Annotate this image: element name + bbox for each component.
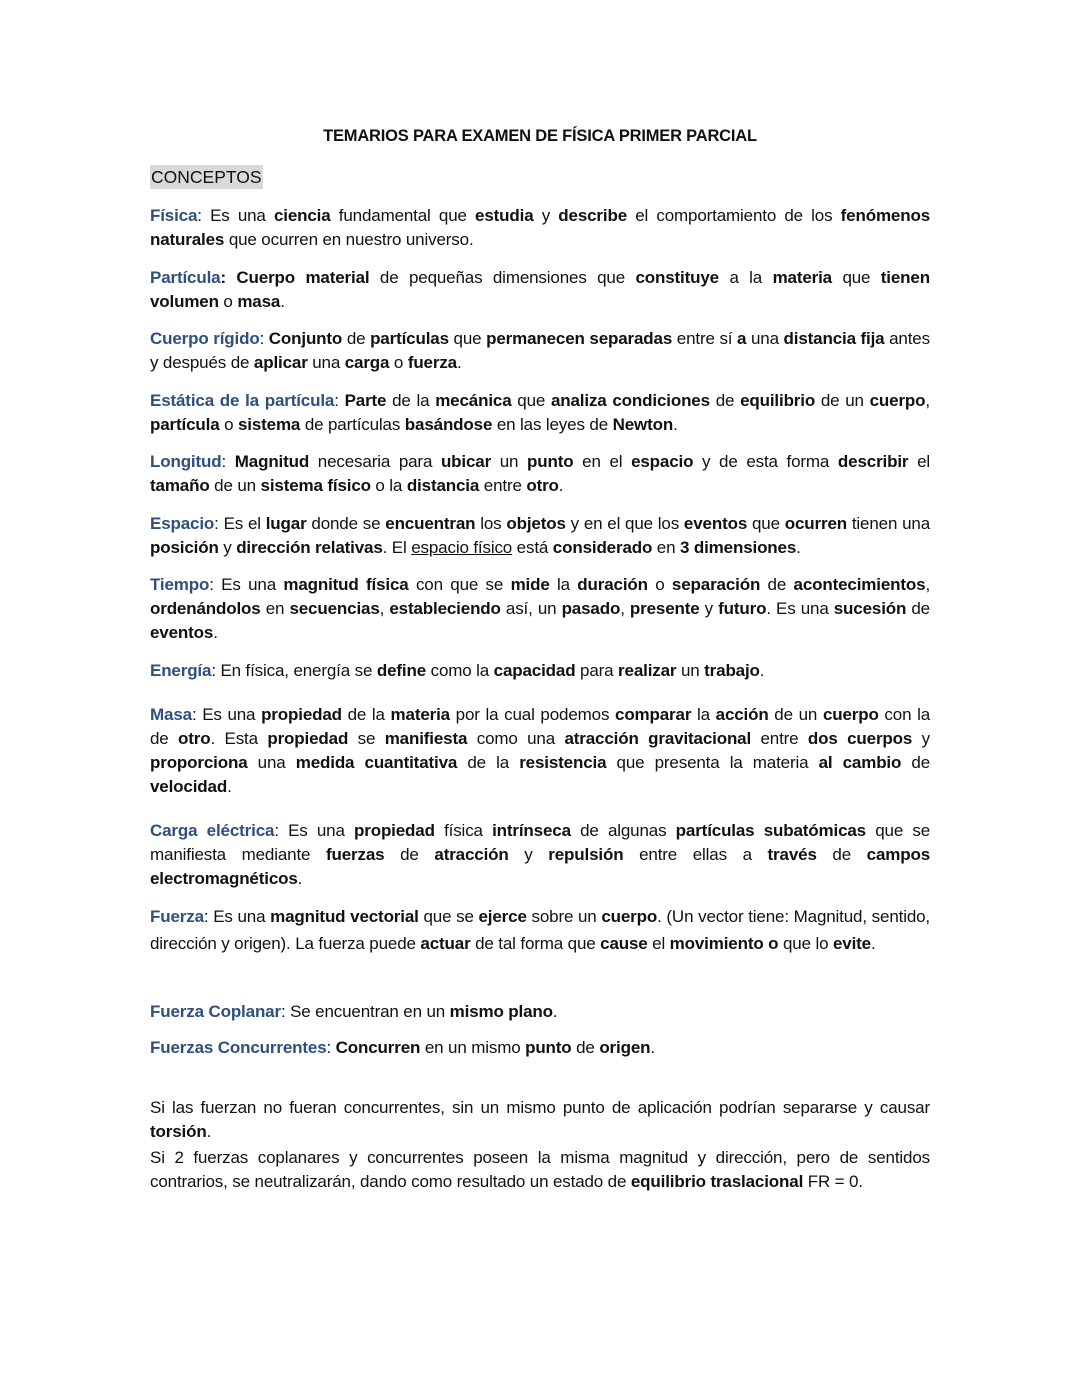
text-run: : Es una: [274, 821, 355, 840]
concept-term: Tiempo: [150, 575, 210, 594]
text-run: sobre un: [526, 907, 602, 926]
bold-text: 3 dimensiones: [680, 538, 797, 557]
bold-text: punto: [525, 1038, 572, 1057]
text-run: y: [912, 729, 930, 748]
bold-text: movimiento o: [669, 934, 779, 953]
bold-text: proporciona: [150, 753, 248, 772]
text-run: en las leyes de: [492, 415, 613, 434]
text-run: : Es una: [197, 206, 274, 225]
bold-text: cuerpo: [869, 391, 926, 410]
text-run: .: [759, 661, 765, 680]
text-run: .: [456, 353, 462, 372]
bold-text: a: [737, 329, 747, 348]
concept-estatica-particula: [150, 389, 930, 437]
bold-text: partículas: [370, 329, 449, 348]
text-run: que: [747, 514, 785, 533]
text-run: de: [901, 753, 931, 772]
bold-text: otro: [178, 729, 211, 748]
text-run: de: [384, 845, 435, 864]
text-run: que: [511, 391, 551, 410]
bold-text: otro: [526, 476, 559, 495]
bold-text: ocurren: [784, 514, 847, 533]
bold-text: ciencia: [273, 206, 331, 225]
bold-text: atracción: [434, 845, 509, 864]
concept-espacio: [150, 512, 930, 560]
text-run: se: [348, 729, 385, 748]
text-run: y de esta forma: [693, 452, 838, 471]
concept-term: Cuerpo rígido: [150, 329, 260, 348]
bold-text: partículas subatómicas: [675, 821, 866, 840]
section-label-conceptos: CONCEPTOS: [151, 167, 262, 187]
bold-text: evite: [832, 934, 871, 953]
bold-text: distancia fija: [783, 329, 885, 348]
bold-text: trabajo: [704, 661, 760, 680]
text-run: antes y después de: [150, 329, 930, 372]
bold-text: atracción gravitacional: [564, 729, 752, 748]
bold-text: fenómenos naturales: [150, 206, 930, 249]
concept-tiempo: [150, 573, 930, 645]
text-run: de: [906, 599, 930, 618]
text-run: o: [218, 292, 238, 311]
text-run: : Es una: [209, 575, 284, 594]
text-run: en un mismo: [420, 1038, 526, 1057]
text-run: FR = 0.: [803, 1172, 863, 1191]
text-run: que se manifiesta mediante: [150, 821, 930, 864]
bold-text: distancia: [406, 476, 480, 495]
text-run: : Es una: [191, 705, 262, 724]
text-run: de: [760, 575, 794, 594]
text-run: .: [280, 292, 285, 311]
text-run: con la de: [150, 705, 931, 748]
text-run: una: [746, 329, 784, 348]
bold-text: tamaño: [150, 476, 210, 495]
text-run: que ocurren en nuestro universo.: [224, 230, 474, 249]
text-run: la: [691, 705, 716, 724]
text-run: como la: [426, 661, 494, 680]
text-run: de: [342, 329, 371, 348]
text-run: que: [448, 329, 487, 348]
bold-text: constituye: [635, 268, 719, 287]
text-run: de la: [341, 705, 391, 724]
bold-text: capacidad: [493, 661, 576, 680]
text-run: de un: [815, 391, 870, 410]
bold-text: cause: [600, 934, 648, 953]
bold-text: comparar: [615, 705, 692, 724]
bold-text: aplicar: [253, 353, 308, 372]
text-run: . Es una: [766, 599, 834, 618]
bold-text: al cambio: [818, 753, 902, 772]
text-run: en el: [573, 452, 632, 471]
bold-text: actuar: [420, 934, 471, 953]
bold-text: futuro: [718, 599, 767, 618]
concept-term: Fuerzas Concurrentes: [150, 1038, 327, 1057]
text-run: o: [389, 353, 408, 372]
text-run: de un: [209, 476, 261, 495]
text-run: ,: [620, 599, 630, 618]
bold-text: realizar: [618, 661, 677, 680]
text-run: y: [699, 599, 719, 618]
text-run: en: [652, 538, 680, 557]
bold-text: partícula: [150, 415, 220, 434]
bold-text: permanecen separadas: [486, 329, 673, 348]
text-run: . El: [382, 538, 412, 557]
bold-text: Cuerpo material: [236, 268, 370, 287]
bold-text: basándose: [404, 415, 493, 434]
text-run: de algunas: [570, 821, 676, 840]
text-run: : En física, energía se: [211, 661, 377, 680]
bold-text: objetos: [506, 514, 566, 533]
text-run: de un: [768, 705, 823, 724]
bold-text: través: [767, 845, 817, 864]
text-run: para: [575, 661, 619, 680]
text-run: de la: [386, 391, 436, 410]
bold-text: torsión: [150, 1122, 207, 1141]
bold-text: lugar: [265, 514, 307, 533]
text-run: ,: [925, 575, 931, 594]
concept-masa: [150, 703, 930, 799]
text-run: una: [307, 353, 345, 372]
bold-text: estableciendo: [389, 599, 501, 618]
text-run: está: [512, 538, 553, 557]
concept-term: Energía: [150, 661, 212, 680]
bold-text: mismo plano: [449, 1002, 553, 1021]
bold-text: fuerzas: [326, 845, 385, 864]
bold-text: magnitud vectorial: [270, 907, 419, 926]
text-run: que se: [418, 907, 479, 926]
bold-text: cuerpo: [822, 705, 879, 724]
bold-text: ubicar: [440, 452, 492, 471]
text-run: .: [673, 415, 678, 434]
bold-text: materia: [772, 268, 832, 287]
text-run: o: [647, 575, 672, 594]
text-run: o: [219, 415, 238, 434]
bold-text: equilibrio traslacional: [630, 1172, 804, 1191]
bold-text: equilibrio: [740, 391, 816, 410]
concept-term: Física: [150, 206, 198, 225]
text-run: Si 2 fuerzas coplanares y concurrentes poseen la misma magnitud y dirección, pero de sentidos contrarios, se neutralizarán, dando como resultado un estado de: [150, 1148, 930, 1191]
bold-text: dos cuerpos: [807, 729, 913, 748]
text-run: .: [552, 1002, 558, 1021]
bold-text: repulsión: [548, 845, 624, 864]
bold-text: masa: [237, 292, 281, 311]
concept-energia: [150, 659, 930, 683]
text-run: necesaria para: [309, 452, 441, 471]
text-run: de partículas: [300, 415, 405, 434]
bold-text: magnitud física: [283, 575, 409, 594]
bold-text: eventos: [150, 623, 214, 642]
concept-term: Longitud: [150, 452, 222, 471]
note-equilibrio-traslacional: [150, 1146, 930, 1194]
bold-text: mecánica: [435, 391, 512, 410]
bold-text: cuerpo: [601, 907, 658, 926]
text-run: y: [218, 538, 237, 557]
bold-text: sistema físico: [260, 476, 371, 495]
text-run: :: [221, 452, 235, 471]
bold-text: analiza condiciones: [550, 391, 710, 410]
text-run: a la: [719, 268, 773, 287]
bold-text: estudia: [475, 206, 534, 225]
bold-text: eventos: [683, 514, 748, 533]
text-run: .: [870, 934, 876, 953]
concept-term: Partícula: [150, 268, 221, 287]
concept-term: Fuerza: [150, 907, 204, 926]
text-run: donde se: [306, 514, 386, 533]
text-run: : Es una: [203, 907, 271, 926]
text-run: Si las fuerzan no fueran concurrentes, sin un mismo punto de aplicación podrían separarse y causar: [150, 1098, 930, 1117]
concept-term: Fuerza Coplanar: [150, 1002, 281, 1021]
text-run: entre: [479, 476, 527, 495]
text-run: de pequeñas dimensiones que: [369, 268, 636, 287]
text-run: . (Un vector tiene: Magnitud, sentido, dirección y origen). La fuerza puede: [150, 907, 931, 953]
document-title: TEMARIOS PARA EXAMEN DE FÍSICA PRIMER PARCIAL: [323, 127, 757, 145]
bold-text: ordenándolos: [150, 599, 261, 618]
bold-text: mide: [510, 575, 550, 594]
bold-text: propiedad: [354, 821, 435, 840]
bold-text: posición: [150, 538, 219, 557]
text-run: el comportamiento de los: [627, 206, 841, 225]
text-run: .: [213, 623, 218, 642]
concept-fuerzas-concurrentes: [150, 1036, 930, 1060]
text-run: una: [247, 753, 296, 772]
bold-text: manifiesta: [384, 729, 468, 748]
text-run: entre: [751, 729, 808, 748]
text-run: .: [206, 1122, 212, 1141]
bold-text: propiedad: [267, 729, 349, 748]
bold-text: separación: [671, 575, 761, 594]
text-run: entre sí: [672, 329, 738, 348]
text-run: tienen una: [846, 514, 931, 533]
text-run: por la cual podemos: [449, 705, 616, 724]
bold-text: Concurren: [335, 1038, 421, 1057]
concept-term: Carga eléctrica: [150, 821, 275, 840]
bold-text: acción: [715, 705, 769, 724]
bold-text: medida cuantitativa: [295, 753, 458, 772]
bold-text: sistema: [237, 415, 301, 434]
text-run: ,: [379, 599, 390, 618]
note-torsion: [150, 1096, 930, 1144]
text-run: :: [334, 391, 345, 410]
bold-text: fuerza: [407, 353, 457, 372]
text-run: con que se: [408, 575, 511, 594]
bold-text: punto: [527, 452, 574, 471]
text-run: que lo: [778, 934, 833, 953]
bold-text: dirección relativas: [236, 538, 383, 557]
text-run: y: [533, 206, 559, 225]
text-run: como una: [467, 729, 565, 748]
text-run: de la: [457, 753, 520, 772]
concept-particula: [150, 266, 930, 314]
text-run: física: [434, 821, 493, 840]
text-run: la: [549, 575, 578, 594]
bold-text: campos electromagnéticos: [150, 845, 931, 888]
text-run: un: [491, 452, 528, 471]
text-run: .: [227, 777, 232, 796]
concept-term: Masa: [150, 705, 192, 724]
text-run: .: [650, 1038, 655, 1057]
text-run: de: [571, 1038, 600, 1057]
text-run: ,: [925, 391, 930, 410]
text-run: .: [796, 538, 801, 557]
bold-text: :: [220, 268, 237, 287]
concept-longitud: [150, 450, 930, 498]
bold-text: velocidad: [150, 777, 228, 796]
bold-text: Conjunto: [268, 329, 343, 348]
bold-text: sucesión: [833, 599, 907, 618]
concept-carga-electrica: [150, 819, 930, 891]
concept-cuerpo-rigido: [150, 327, 930, 375]
bold-text: duración: [577, 575, 648, 594]
text-run: el: [647, 934, 670, 953]
bold-text: describir: [837, 452, 909, 471]
text-run: o la: [370, 476, 407, 495]
text-run: el: [908, 452, 930, 471]
bold-text: origen: [599, 1038, 651, 1057]
text-run: :: [259, 329, 269, 348]
bold-text: carga: [344, 353, 390, 372]
text-run: y en el que los: [565, 514, 684, 533]
text-run: y: [508, 845, 549, 864]
text-run: . Esta: [210, 729, 268, 748]
bold-text: describe: [558, 206, 628, 225]
concept-fuerza-coplanar: [150, 1000, 930, 1024]
text-run: así, un: [500, 599, 562, 618]
text-run: que presenta la materia: [606, 753, 819, 772]
bold-text: intrínseca: [492, 821, 571, 840]
text-run: un: [676, 661, 705, 680]
text-run: fundamental que: [330, 206, 476, 225]
bold-text: define: [376, 661, 427, 680]
bold-text: ejerce: [478, 907, 527, 926]
bold-text: secuencias: [289, 599, 380, 618]
bold-text: tienen volumen: [150, 268, 930, 311]
concept-fisica: [150, 204, 930, 252]
text-run: : Se encuentran en un: [280, 1002, 450, 1021]
text-run: .: [297, 869, 303, 888]
bold-text: espacio: [631, 452, 694, 471]
text-run: los: [475, 514, 507, 533]
concept-term: Estática de la partícula: [150, 391, 335, 410]
bold-text: materia: [390, 705, 450, 724]
text-run: que: [832, 268, 881, 287]
bold-text: propiedad: [261, 705, 342, 724]
bold-text: considerado: [552, 538, 653, 557]
bold-text: presente: [629, 599, 700, 618]
bold-text: Newton: [612, 415, 674, 434]
concept-fuerza: [150, 903, 930, 957]
concept-term: Espacio: [150, 514, 215, 533]
text-run: de tal forma que: [470, 934, 601, 953]
bold-text: resistencia: [519, 753, 607, 772]
bold-text: acontecimientos: [793, 575, 926, 594]
text-run: en: [260, 599, 290, 618]
underlined-text: espacio físico: [411, 538, 513, 557]
text-run: de: [816, 845, 867, 864]
text-run: :: [326, 1038, 336, 1057]
text-run: .: [558, 476, 564, 495]
bold-text: Magnitud: [234, 452, 310, 471]
bold-text: Parte: [344, 391, 387, 410]
text-run: entre ellas a: [623, 845, 768, 864]
bold-text: pasado: [561, 599, 621, 618]
bold-text: encuentran: [385, 514, 476, 533]
text-run: de: [709, 391, 741, 410]
text-run: : Es el: [214, 514, 266, 533]
